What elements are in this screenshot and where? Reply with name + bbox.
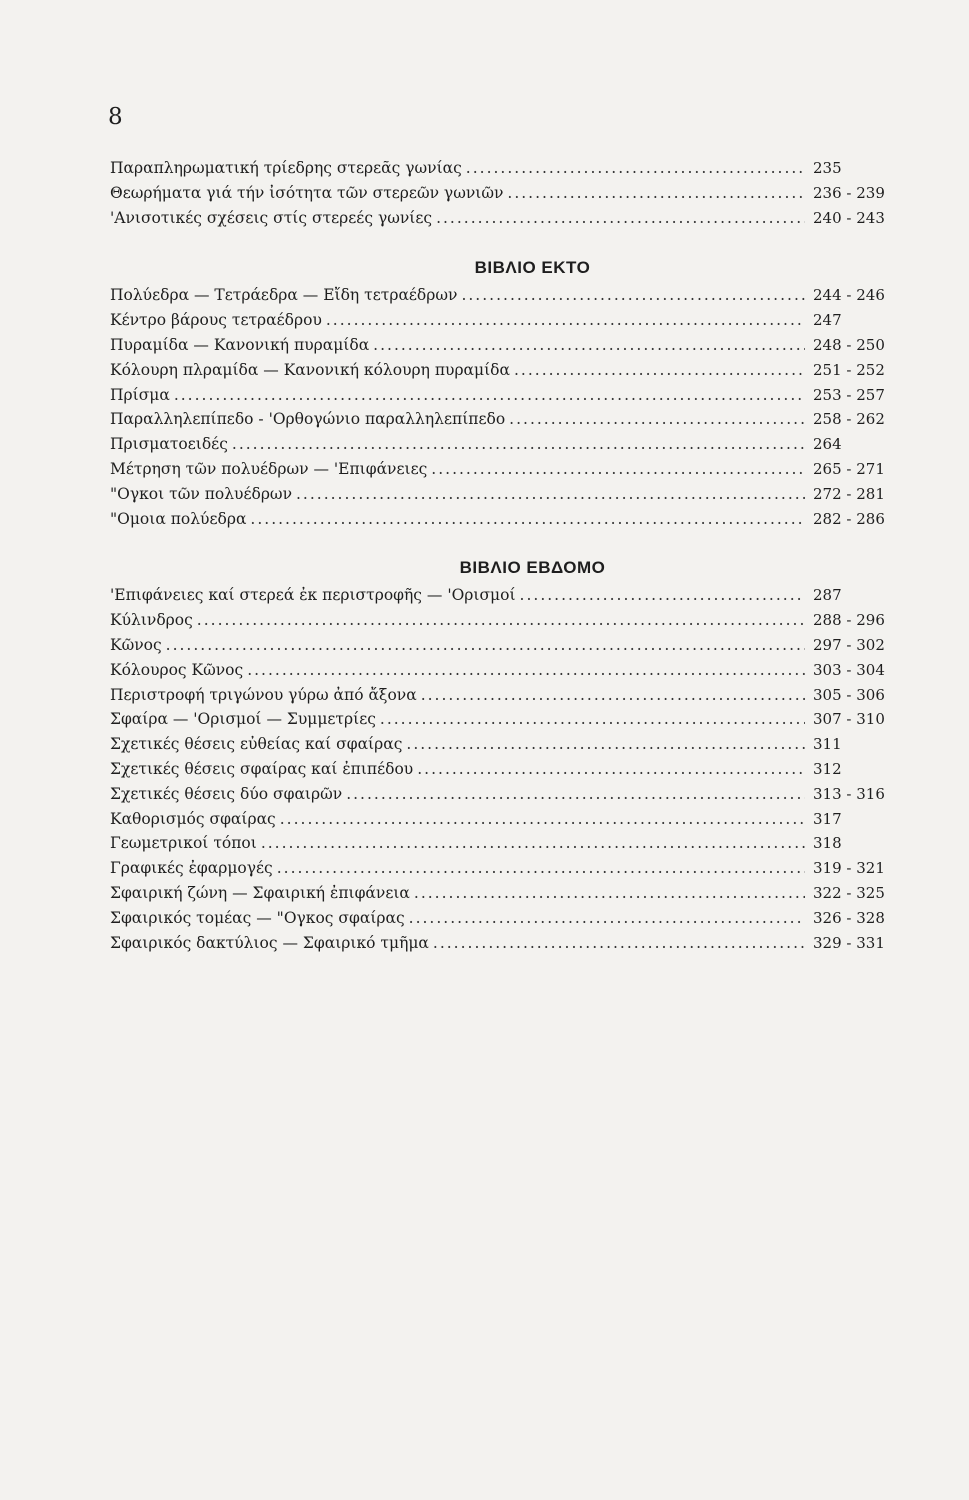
entry-title: Κέντρο βάρους τετραέδρου [110,311,322,330]
entry-title: Περιστροφή τριγώνου γύρω ἀπό ἄξονα [110,685,417,704]
dot-leader [417,757,805,782]
dot-leader [461,283,805,308]
entry-pages: 311 [813,735,842,754]
dot-leader [296,482,805,507]
entry-pages: 329 - 331 [813,933,885,952]
entry-title: Κόλουρος Κῶνος [110,660,244,679]
dot-leader [514,358,805,383]
entry-title: Σφαιρικός δακτύλιος — Σφαιρικό τμῆμα [110,933,429,952]
entry-title: "Ομοια πολύεδρα [110,509,247,528]
page-number: 8 [108,104,123,130]
entry-title: Σχετικές θέσεις σφαίρας καί ἐπιπέδου [110,759,414,778]
entry-title: 'Ανισοτικές σχέσεις στίς στερεές γωνίες [110,208,433,227]
dot-leader [247,658,805,683]
toc-entry [110,881,905,906]
dot-leader [326,308,805,333]
dot-leader [509,407,805,432]
entry-title: Παραλληλεπίπεδο - 'Ορθογώνιο παραλληλεπίπεδο [110,410,506,429]
dot-leader [174,383,805,408]
toc-entry [110,683,905,708]
entry-pages: 326 - 328 [813,908,885,927]
toc-section-book-seven [110,553,905,955]
entry-pages: 317 [813,809,842,828]
toc-entry [110,181,905,206]
dot-leader [414,881,805,906]
entry-title: Σχετικές θέσεις δύο σφαιρῶν [110,784,343,803]
toc-entry [110,782,905,807]
entry-pages: 319 - 321 [813,859,885,878]
entry-pages: 318 [813,834,842,853]
dot-leader [406,732,805,757]
entry-title: Κύλινδρος [110,611,193,630]
toc-entry [110,383,905,408]
entry-title: Παραπληρωματική τρίεδρης στερεᾶς γωνίας [110,159,462,177]
toc-entry [110,156,905,181]
toc-entry [110,482,905,507]
dot-leader [436,206,805,231]
dot-leader [280,807,805,832]
entry-title: Καθορισμός σφαίρας [110,809,276,828]
entry-pages: 240 - 243 [813,208,885,227]
dot-leader [466,156,805,181]
entry-title: Πυραμίδα — Κανονική πυραμίδα [110,335,370,354]
toc-entry [110,831,905,856]
entry-title: 'Επιφάνειες καί στερεά ἐκ περιστροφῆς — 'Ορισμοί [110,586,516,605]
entry-title: Πολύεδρα — Τετράεδρα — Εἴδη τετραέδρων [110,286,458,305]
table-of-contents [110,156,905,955]
dot-leader [431,457,805,482]
toc-entry [110,583,905,608]
toc-entry [110,407,905,432]
entry-pages: 272 - 281 [813,484,885,503]
dot-leader [507,181,805,206]
entry-title: Μέτρηση τῶν πολυέδρων — 'Επιφάνειες [110,459,428,478]
dot-leader [346,782,805,807]
entry-title: Πρισματοειδές [110,435,228,454]
entry-pages: 307 - 310 [813,710,885,729]
dot-leader [373,333,805,358]
toc-entry [110,358,905,383]
section-heading: ΒΙΒΛΙΟ ΕΒΔΟΜΟ [459,558,606,578]
entry-pages: 287 [813,586,842,605]
entry-pages: 265 - 271 [813,459,885,478]
dot-leader [232,432,805,457]
entry-pages: 264 [813,435,842,454]
entry-title: Πρίσμα [110,385,170,404]
dot-leader [197,608,805,633]
entry-pages: 248 - 250 [813,335,885,354]
toc-entry [110,206,905,231]
toc-entry [110,931,905,956]
toc-entry [110,807,905,832]
entry-title: Σχετικές θέσεις εὐθείας καί σφαίρας [110,735,403,754]
entry-pages: 288 - 296 [813,611,885,630]
entry-pages: 251 - 252 [813,360,885,379]
dot-leader [421,683,805,708]
dot-leader [433,931,805,956]
entry-pages: 303 - 304 [813,660,885,679]
entry-pages: 313 - 316 [813,784,885,803]
toc-entry [110,856,905,881]
entry-title: Γραφικές ἐφαρμογές [110,859,273,878]
entry-title: Σφαιρικός τομέας — "Ογκος σφαίρας [110,908,405,927]
entry-title: Γεωμετρικοί τόποι [110,834,257,853]
entry-pages: 297 - 302 [813,635,885,654]
entry-pages: 253 - 257 [813,385,885,404]
toc-entry [110,658,905,683]
toc-entry [110,333,905,358]
dot-leader [250,507,805,532]
toc-entry [110,732,905,757]
entry-pages: 244 - 246 [813,286,885,305]
entry-title: Κόλουρη πλραμίδα — Κανονική κόλουρη πυραμίδα [110,360,510,379]
section-heading: ΒΙΒΛΙΟ ΕΚΤΟ [474,258,591,278]
toc-entry [110,906,905,931]
toc-entry [110,707,905,732]
toc-section-continuation [110,156,905,230]
entry-pages: 312 [813,759,842,778]
entry-title: Θεωρήματα γιά τήν ἰσότητα τῶν στερεῶν γωνιῶν [110,183,504,202]
entry-title: Σφαίρα — 'Ορισμοί — Συμμετρίες [110,710,376,729]
entry-pages: 322 - 325 [813,883,885,902]
dot-leader [380,707,805,732]
toc-entry [110,283,905,308]
entry-pages: 235 [813,159,842,177]
entry-pages: 282 - 286 [813,509,885,528]
toc-section-book-six [110,253,905,531]
toc-entry [110,308,905,333]
dot-leader [277,856,805,881]
entry-title: "Ογκοι τῶν πολυέδρων [110,484,292,503]
entry-pages: 305 - 306 [813,685,885,704]
entry-title: Σφαιρική ζώνη — Σφαιρική ἐπιφάνεια [110,883,410,902]
dot-leader [409,906,805,931]
toc-entry [110,633,905,658]
toc-entry [110,432,905,457]
entry-pages: 258 - 262 [813,410,885,429]
toc-entry [110,608,905,633]
dot-leader [166,633,805,658]
toc-entry [110,757,905,782]
entry-title: Κῶνος [110,635,162,654]
toc-entry [110,507,905,532]
dot-leader [261,831,805,856]
entry-pages: 236 - 239 [813,183,885,202]
entry-pages: 247 [813,311,842,330]
toc-entry [110,457,905,482]
dot-leader [520,583,805,608]
